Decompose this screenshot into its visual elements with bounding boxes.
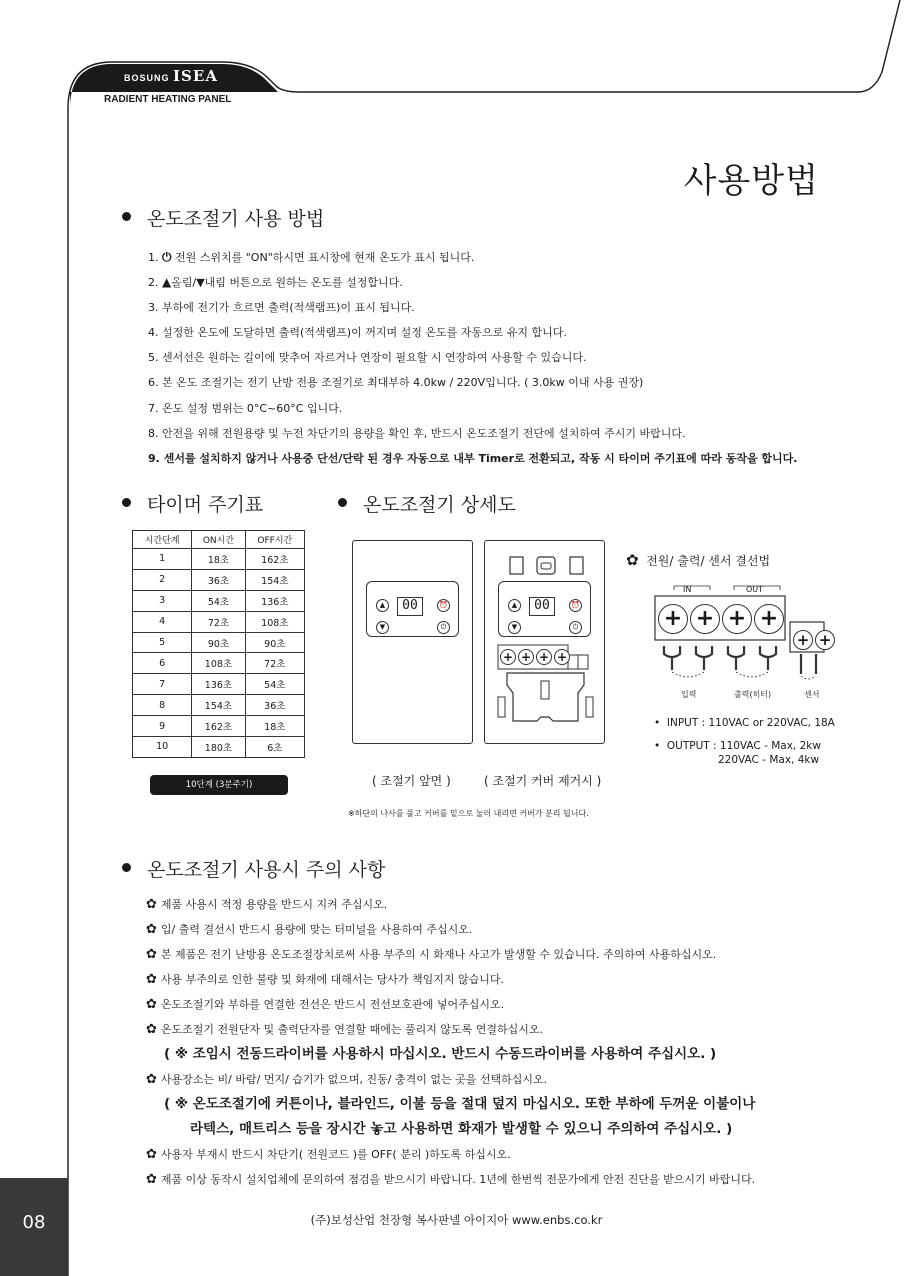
gear-icon: ✿ — [146, 897, 157, 912]
cell-off: 154초 — [245, 569, 304, 590]
caption-front: ( 조절기 앞면 ) — [372, 774, 451, 788]
col-off: OFF시간 — [245, 531, 304, 549]
cell-on: 36초 — [192, 569, 245, 590]
product-subtitle: RADIENT HEATING PANEL — [104, 94, 232, 105]
detail-heading: 온도조절기 상세도 — [338, 490, 516, 517]
controller-front-drawing — [352, 540, 473, 744]
brand-name: ISEA — [173, 67, 218, 85]
cell-step: 8 — [133, 695, 192, 716]
cell-step: 9 — [133, 716, 192, 737]
cell-on: 154초 — [192, 695, 245, 716]
label-out: OUT — [746, 585, 764, 594]
step-item: 5. 센서선은 원하는 길이에 맞추어 자르거나 연장이 필요할 시 연장하여 사용할 수 있습니다. — [148, 351, 587, 365]
controller-open-drawing — [484, 540, 605, 744]
brand-prefix: BOSUNG — [124, 73, 170, 83]
terminal-screw-icon: + — [500, 649, 516, 665]
terminal-screw-icon: + — [536, 649, 552, 665]
lcd-display: 00 — [397, 597, 423, 616]
cell-step: 10 — [133, 737, 192, 758]
step-item: 7. 온도 설정 범위는 0°C~60°C 입니다. — [148, 401, 343, 415]
terminal-screw-icon: + — [554, 649, 570, 665]
cell-on: 136초 — [192, 674, 245, 695]
table-row — [133, 737, 305, 758]
caution-item: ✿ 제품 이상 동작시 설치업체에 문의하여 점검을 받으시기 바랍니다. 1년에 한번씩 전문가에게 안전 진단을 받으시기 바랍니다. — [146, 1172, 756, 1187]
table-row — [133, 569, 305, 590]
gear-icon: ✿ — [146, 922, 157, 937]
up-arrow-icon: ▲ — [162, 275, 172, 290]
cell-on: 72초 — [192, 611, 245, 632]
step-item: 9. 센서를 설치하지 않거나 사용중 단선/단락 된 경우 자동으로 내부 Timer로 전환되고, 작동 시 타이머 주기표에 따라 동작을 합니다. — [148, 451, 798, 465]
footer-company: (주)보성산업 천장형 복사판넬 아이지아 www.enbs.co.kr — [310, 1213, 603, 1227]
up-button-icon: ▲ — [376, 599, 389, 612]
table-row — [133, 590, 305, 611]
timer-table — [132, 530, 305, 758]
bullet-icon — [122, 863, 131, 872]
spec-output: • OUTPUT : 110VAC - Max, 2kw — [654, 740, 821, 752]
page-number: 08 — [0, 1178, 68, 1276]
spec-output-220: 220VAC - Max, 4kw — [718, 754, 820, 766]
cell-step: 2 — [133, 569, 192, 590]
display-unit — [366, 581, 459, 637]
caution-item: ✿ 입/ 출력 결선시 반드시 용량에 맞는 터미널을 사용하여 주십시오. — [146, 922, 473, 937]
step-item: 8. 안전을 위해 전원용량 및 누전 차단기의 용량을 확인 후, 반드시 온도조절기 전단에 설치하여 주시기 바랍니다. — [148, 426, 686, 440]
caution-item: ✿ 본 제품은 전기 난방용 온도조절장치로써 사용 부주의 시 화재나 사고가 발생할 수 있습니다. 주의하여 사용하십시오. — [146, 947, 717, 962]
cell-off: 136초 — [245, 590, 304, 611]
table-row — [133, 695, 305, 716]
caution-item: ✿ 제품 사용시 적정 용량을 반드시 지켜 주십시오. — [146, 897, 388, 912]
open-controller-outline — [485, 541, 606, 745]
cover-note: ※하단의 나사를 풀고 커버를 밑으로 눌러 내리면 커버가 분리 됩니다. — [348, 809, 589, 818]
caution-item: ✿ 사용 부주의로 인한 불량 및 화재에 대해서는 당사가 책임지지 않습니다. — [146, 972, 505, 987]
terminal-screw-icon: + — [754, 604, 784, 634]
caution-item: ✿ 온도조절기와 부하를 연결한 전선은 반드시 전선보호관에 넣어주십시오. — [146, 997, 505, 1012]
timer-heading: 타이머 주기표 — [122, 490, 263, 517]
gear-icon: ✿ — [146, 997, 157, 1012]
power-icon: ⏻ — [569, 621, 582, 634]
page-title: 사용방법 — [683, 161, 819, 201]
gear-icon: ✿ — [146, 1172, 157, 1187]
spec-input: • INPUT : 110VAC or 220VAC, 18A — [654, 717, 835, 729]
bullet-icon — [338, 498, 347, 507]
table-row — [133, 653, 305, 674]
display-unit — [498, 581, 591, 637]
label-output: 출력(히터) — [734, 690, 772, 699]
table-row — [133, 632, 305, 653]
table-row — [133, 716, 305, 737]
cell-off: 36초 — [245, 695, 304, 716]
caution-list — [146, 892, 755, 1192]
col-step: 시간단계 — [133, 531, 192, 549]
cell-step: 6 — [133, 653, 192, 674]
terminal-screw-icon: + — [518, 649, 534, 665]
wiring-title: ✿ 전원/ 출력/ 센서 결선법 — [626, 551, 771, 569]
table-row — [133, 674, 305, 695]
cell-step: 3 — [133, 590, 192, 611]
table-row — [133, 611, 305, 632]
alarm-icon: ⏰ — [437, 599, 450, 612]
bullet-icon — [122, 212, 131, 221]
gear-icon: ✿ — [146, 1147, 157, 1162]
cell-on: 90초 — [192, 632, 245, 653]
caution-heading: 온도조절기 사용시 주의 사항 — [122, 855, 385, 882]
cell-on: 162초 — [192, 716, 245, 737]
label-sensor: 센서 — [804, 690, 820, 699]
col-on: ON시간 — [192, 531, 245, 549]
cell-off: 18초 — [245, 716, 304, 737]
gear-icon: ✿ — [146, 947, 157, 962]
power-icon: ⏻ — [437, 621, 450, 634]
caution-warning: 라텍스, 매트리스 등을 장시간 놓고 사용하면 화재가 발생할 수 있으니 주의하여 주십시오. ) — [190, 1121, 733, 1137]
brand-logo — [124, 67, 218, 85]
cell-step: 4 — [133, 611, 192, 632]
down-button-icon: ▼ — [376, 621, 389, 634]
caution-item: ✿ 사용장소는 비/ 바람/ 먼지/ 습기가 없으며, 진동/ 충격이 없는 곳을 선택하십시오. — [146, 1072, 548, 1087]
cell-step: 1 — [133, 549, 192, 570]
caution-warning: ( ※ 온도조절기에 커튼이나, 블라인드, 이불 등을 절대 덮지 마십시오. 또한 부하에 두꺼운 이불이나 — [164, 1096, 756, 1112]
lcd-display: 00 — [529, 597, 555, 616]
step-item: 6. 본 온도 조절기는 전기 난방 전용 조절기로 최대부하 4.0kw / 220V입니다. ( 3.0kw 이내 사용 권장) — [148, 376, 644, 390]
up-button-icon: ▲ — [508, 599, 521, 612]
gear-icon: ✿ — [146, 972, 157, 987]
cell-step: 5 — [133, 632, 192, 653]
cell-off: 90초 — [245, 632, 304, 653]
wiring-diagram — [652, 584, 842, 694]
cell-off: 108초 — [245, 611, 304, 632]
bullet-icon — [122, 498, 131, 507]
timer-caption: 10단계 (3분주기) — [150, 775, 288, 795]
caution-item: ✿ 사용자 부재시 반드시 차단기( 전원코드 )를 OFF( 분리 )하도록 하십시오. — [146, 1147, 511, 1162]
step-item: 2. ▲올림/▼내림 버튼으로 원하는 온도를 설정합니다. — [148, 275, 403, 290]
gear-icon: ✿ — [626, 551, 639, 569]
usage-heading: 온도조절기 사용 방법 — [122, 204, 324, 231]
power-icon: ⏻ — [162, 250, 172, 264]
terminal-screw-icon: + — [815, 630, 835, 650]
terminal-screw-icon: + — [722, 604, 752, 634]
caution-warning: ( ※ 조임시 전동드라이버를 사용하시 마십시오. 반드시 수동드라이버를 사용하여 주십시오. ) — [164, 1046, 717, 1062]
caption-open: ( 조절기 커버 제거시 ) — [484, 774, 602, 788]
label-input: 입력 — [681, 690, 697, 699]
terminal-screw-icon: + — [793, 630, 813, 650]
terminal-screw-icon: + — [690, 604, 720, 634]
caution-item: ✿ 온도조절기 전원단자 및 출력단자를 연결할 때에는 풀리지 않도록 연결하십시오. — [146, 1022, 544, 1037]
cell-on: 54초 — [192, 590, 245, 611]
gear-icon: ✿ — [146, 1072, 157, 1087]
table-row — [133, 549, 305, 570]
label-in: IN — [683, 585, 692, 594]
cell-step: 7 — [133, 674, 192, 695]
cell-off: 54초 — [245, 674, 304, 695]
cell-off: 162초 — [245, 549, 304, 570]
step-item: 1. ⏻ 전원 스위치를 "ON"하시면 표시창에 현재 온도가 표시 됩니다. — [148, 250, 475, 264]
alarm-icon: ⏰ — [569, 599, 582, 612]
step-item: 3. 부하에 전기가 흐르면 출력(적색램프)이 표시 됩니다. — [148, 301, 415, 315]
step-item: 4. 설정한 온도에 도달하면 출력(적색램프)이 꺼지며 설정 온도를 자동으로 유지 합니다. — [148, 326, 567, 340]
gear-icon: ✿ — [146, 1022, 157, 1037]
cell-off: 72초 — [245, 653, 304, 674]
usage-steps — [148, 245, 797, 471]
table-header-row — [133, 531, 305, 549]
cell-on: 180초 — [192, 737, 245, 758]
terminal-screw-icon: + — [658, 604, 688, 634]
down-button-icon: ▼ — [508, 621, 521, 634]
cell-on: 108초 — [192, 653, 245, 674]
cell-off: 6초 — [245, 737, 304, 758]
cell-on: 18초 — [192, 549, 245, 570]
